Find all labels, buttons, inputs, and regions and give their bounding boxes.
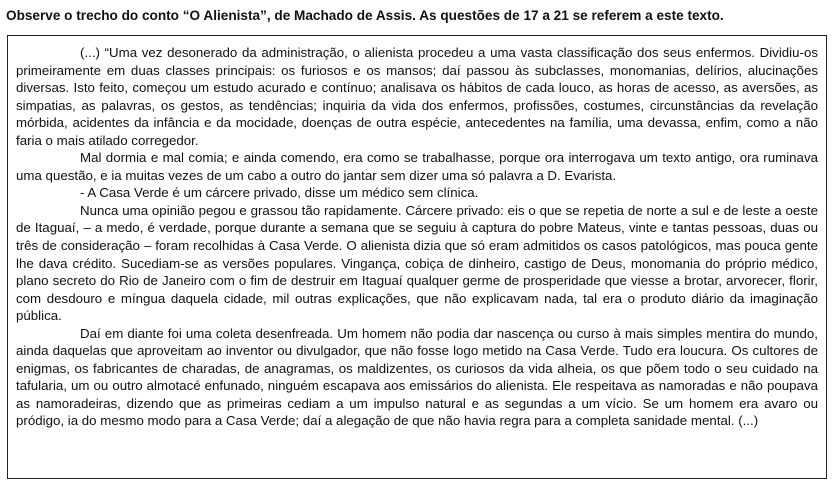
question-heading: Observe o trecho do conto “O Alienista”, de Machado de Assis. As questões de 17 a 21 se referem a este texto. — [6, 8, 724, 23]
excerpt-box — [7, 35, 827, 479]
excerpt-paragraph-1: (...) “Uma vez desonerado da administração, o alienista procedeu a uma vasta classificação dos seus enfermos. Dividiu-os primeiramente em duas classes principais: os furiosos e os mansos; daí passou às subclasses, monomanias, delírios, alucinações diversas. Isto feito, começou um estudo acurado e contínuo; analisava os hábitos de cada louco, as horas de acesso, as aversões, as simpatias, as palavras, os gestos, as tendências; inquiria da vida dos enfermos, profissões, costumes, circunstâncias da revelação mórbida, acidentes da infância e da mocidade, doenças de outra espécie, antecedentes na família, uma devassa, enfim, como a não faria o mais atilado corregedor. — [16, 45, 818, 148]
excerpt-paragraph-5: Daí em diante foi uma coleta desenfreada. Um homem não podia dar nascença ou curso à mais simples mentira do mundo, ainda daquelas que aproveitam ao inventor ou divulgador, que não fosse logo metido na Casa Verde. Tudo era loucura. Os cultores de enigmas, os fabricantes de charadas, de anagramas, os maldizentes, os curiosos da vida alheia, os que põem todo o seu cuidado na tafularia, um ou outro almotacé enfunado, ninguém escapava aos emissários do alienista. Ele respeitava as namoradas e não poupava as namoradeiras, dizendo que as primeiras cediam a um impulso natural e as segundas a um vício. Se um homem era avaro ou pródigo, ia do mesmo modo para a Casa Verde; daí a alegação de que não havia regra para a completa sanidade mental. (...) — [16, 325, 818, 429]
excerpt-paragraph-4: Nunca uma opinião pegou e grassou tão rapidamente. Cárcere privado: eis o que se repetia de norte a sul e de leste a oeste de Itaguaí, – a medo, é verdade, porque durante a semana que se seguiu à captura do pobre Mateus, vinte e tantas pessoas, duas ou três de consideração – foram recolhidas à Casa Verde. O alienista dizia que só eram admitidos os casos patológicos, mas pouca gente lhe dava crédito. Sucediam-se as versões populares. Vingança, cobiça de dinheiro, castigo de Deus, monomania do próprio médico, plano secreto do Rio de Janeiro com o fim de destruir em Itaguaí qualquer germe de prosperidade que viesse a brotar, arvorecer, florir, com desdouro e míngua daquela cidade, mil outras explicações, que não explicavam nada, tal era o produto diário da imaginação pública. — [16, 202, 818, 324]
excerpt-paragraph-2: Mal dormia e mal comia; e ainda comendo, era como se trabalhasse, porque ora interrogava um texto antigo, ora ruminava uma questão, e ia muitas vezes de um cabo a outro do jantar sem dizer uma só palavra a D. Evarista. — [16, 150, 818, 183]
excerpt-paragraph-3: - A Casa Verde é um cárcere privado, disse um médico sem clínica. — [80, 185, 479, 201]
